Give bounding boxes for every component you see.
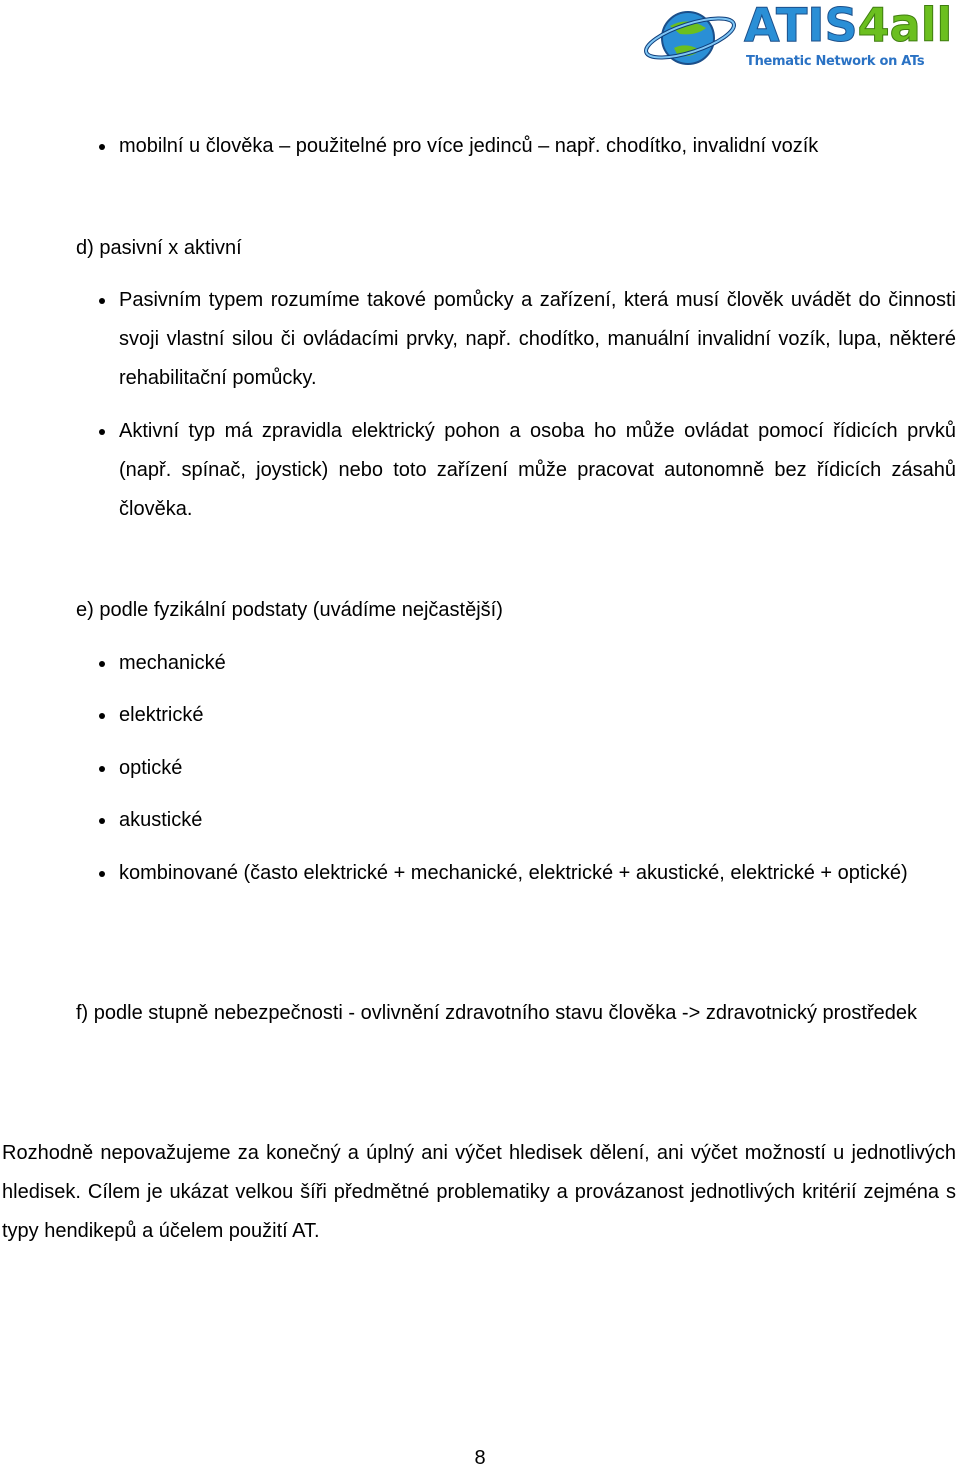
globe-orbit-icon [640,2,750,76]
list-item: mobilní u člověka – použitelné pro více jedinců – např. chodítko, invalidní vozík [119,135,819,157]
list-item: optické [119,757,183,779]
page-number: 8 [474,1447,486,1469]
list-item: Pasivním typem rozumíme takové pomůcky a zařízení, která musí člověk uvádět do činnosti svoji vlastní silou či ovládacími prvky, např. chodítko, manuální invalidní vozík, lupa, některé rehabilitační pomůcky. [119,289,956,389]
bullet-icon [99,766,105,772]
bullet-icon [99,144,105,150]
atis4all-logo [640,0,960,80]
list-item: akustické [119,809,203,831]
section-heading-d: d) pasivní x aktivní [76,237,242,259]
closing-paragraph: Rozhodně nepovažujeme za konečný a úplný ani výčet hledisek dělení, ani výčet možností u jednotlivých hledisek. Cílem je ukázat velkou šíři předmětné problematiky a provázanost jednotlivých kritérií zejména s typy hendikepů a účelem použití AT. [2,1142,956,1242]
bullet-icon [99,661,105,667]
bullet-icon [99,429,105,435]
logo-subtitle: Thematic Network on ATs [746,54,925,69]
logo-wordmark: ATIS4all [744,0,953,52]
list-item: Aktivní typ má zpravidla elektrický pohon a osoba ho může ovládat pomocí řídicích prvků (např. spínač, joystick) nebo toto zařízení může pracovat autonomně bez řídicích zásahů člověka. [119,420,956,520]
section-heading-e: e) podle fyzikální podstaty (uvádíme nejčastější) [76,599,503,621]
list-item: elektrické [119,704,204,726]
bullet-icon [99,298,105,304]
bullet-icon [99,713,105,719]
list-item: mechanické [119,652,226,674]
bullet-icon [99,871,105,877]
list-item: kombinované (často elektrické + mechanické, elektrické + akustické, elektrické + optické) [119,862,908,884]
bullet-icon [99,818,105,824]
section-heading-f: f) podle stupně nebezpečnosti - ovlivnění zdravotního stavu člověka -> zdravotnický prostředek [76,1002,918,1024]
